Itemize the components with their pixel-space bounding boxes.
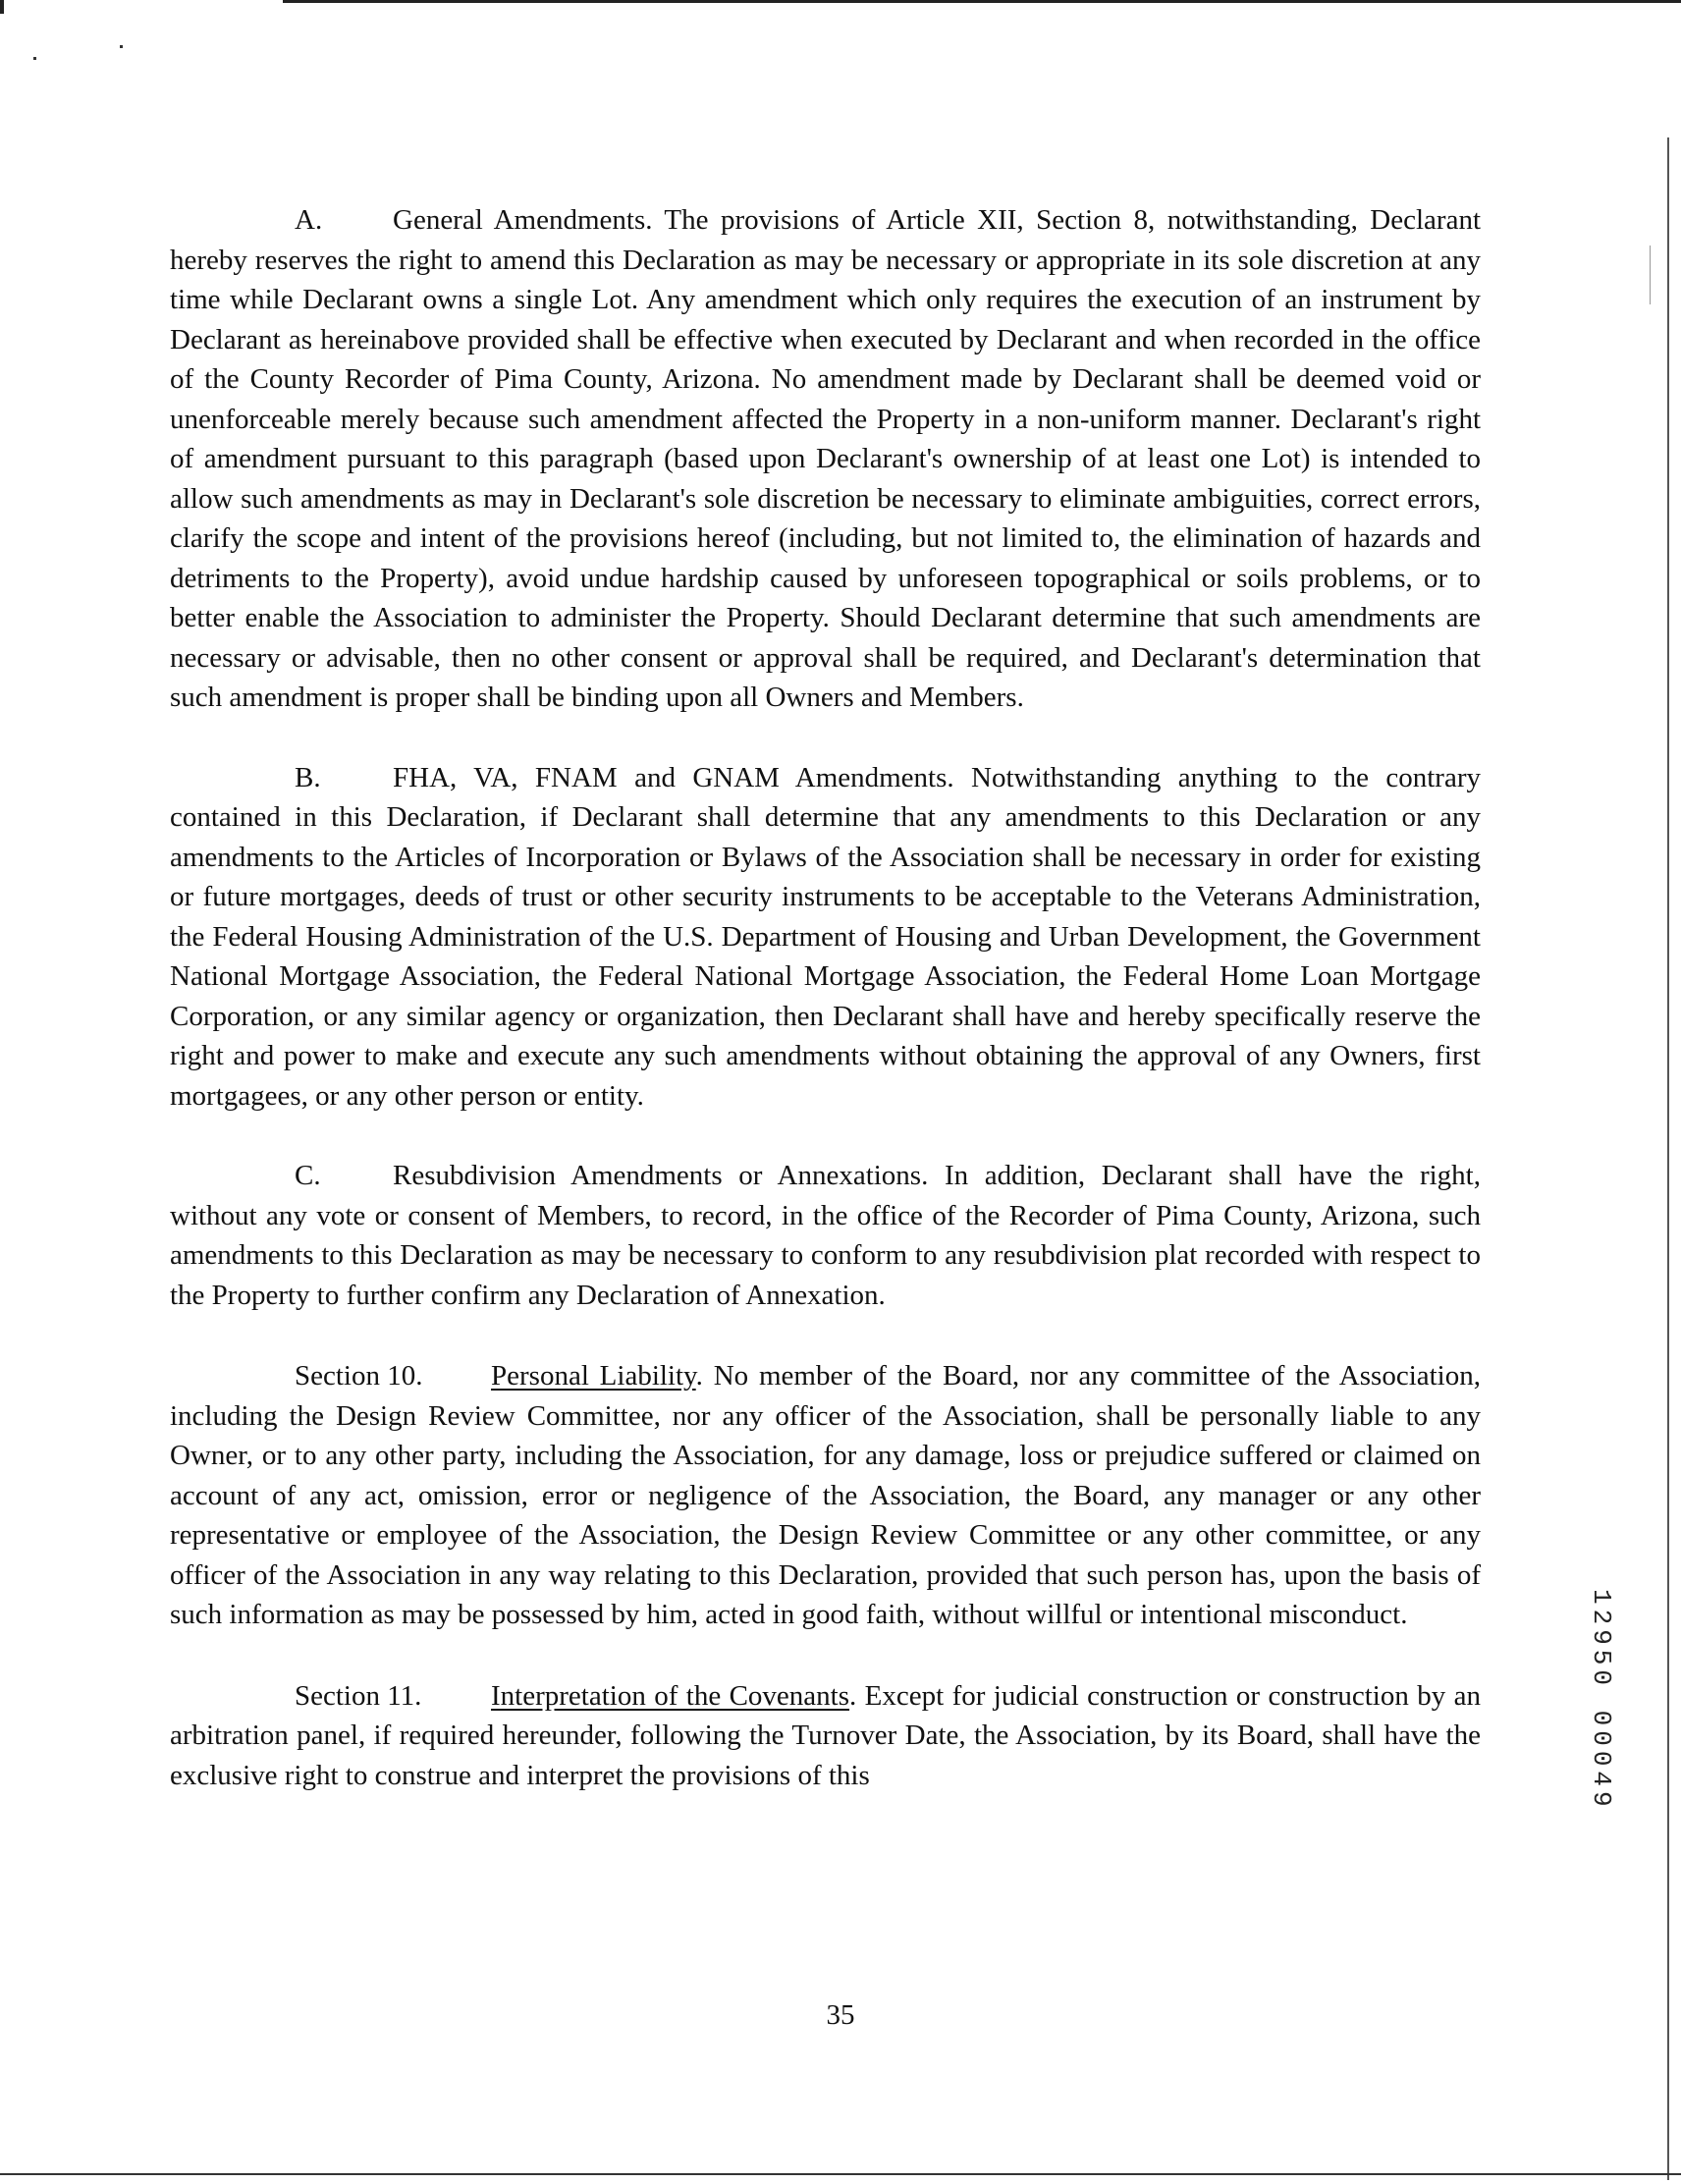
paragraph-b [170, 758, 1481, 1117]
section-11 [170, 1676, 1481, 1796]
paragraph-text: General Amendments. The provisions of Article XII, Section 8, notwithstanding, Declarant hereby reserves the right to amend this Declaration as may be necessary or appropriate in its sole discretion at any time while Declarant owns a single Lot. Any amendment which only requires the execution of an instrument by Declarant as hereinabove provided shall be effective when executed by Declarant and when recorded in the office of the County Recorder of Pima County, Arizona. No amendment made by Declarant shall be deemed void or unenforceable merely because such amendment affected the Property in a non-uniform manner. Declarant's right of amendment pursuant to this paragraph (based upon Declarant's ownership of at least one Lot) is intended to allow such amendments as may in Declarant's sole discretion be necessary to eliminate ambiguities, correct errors, clarify the scope and intent of the provisions hereof (including, but not limited to, the elimination of hazards and detriments to the Property), avoid undue hardship caused by unforeseen topographical or soils problems, or to better enable the Association to administer the Property. Should Declarant determine that such amendments are necessary or advisable, then no other consent or approval shall be required, and Declarant's determination that such amendment is proper shall be binding upon all Owners and Members. [170, 204, 1481, 713]
document-body [170, 200, 1481, 1795]
section-label: Section 11. [295, 1679, 422, 1712]
section-label: Section 10. [295, 1360, 423, 1392]
paragraph-text: Resubdivision Amendments or Annexations. In addition, Declarant shall have the right, without any vote or consent of Members, to record, in the office of the Recorder of Pima County, Arizona, such amendments to this Declaration as may be necessary to conform to any resubdivision plat recorded with respect to the Property to further confirm any Declaration of Annexation. [170, 1160, 1481, 1311]
scan-speck [33, 57, 36, 60]
section-10 [170, 1356, 1481, 1635]
section-text: . No member of the Board, nor any committee of the Association, including the Design Review Committee, nor any officer of the Association, shall be personally liable to any Owner, or to any other party, including the Association, for any damage, loss or prejudice suffered or claimed on account of any act, omission, error or negligence of the Association, the Board, any manager or any other representative or employee of the Association, the Design Review Committee or any other committee, or any officer of the Association in any way relating to this Declaration, provided that such person has, upon the basis of such information as may be possessed by him, acted in good faith, without willful or intentional misconduct. [170, 1360, 1481, 1630]
scan-mark [0, 0, 4, 14]
scan-border-top [283, 0, 1681, 3]
page-number: 35 [826, 1999, 855, 2031]
paragraph-c [170, 1156, 1481, 1315]
paragraph-label: A. [295, 204, 323, 236]
scan-border-right-faint [1650, 246, 1651, 304]
scan-border-bottom [0, 2173, 1681, 2175]
paragraph-label: C. [295, 1160, 321, 1191]
section-text: . Except for judicial construction or construction by an arbitration panel, if required hereunder, following the Turnover Date, the Association, by its Board, shall have the exclusive right to construe and interpret the provisions of this [170, 1679, 1481, 1791]
section-heading: Personal Liability [491, 1360, 696, 1392]
scan-speck [120, 45, 123, 48]
scan-border-right [1667, 137, 1669, 2180]
document-stamp: 12950 00049 [1587, 1589, 1616, 1812]
paragraph-a [170, 200, 1481, 718]
paragraph-label: B. [295, 761, 321, 793]
section-heading: Interpretation of the Covenants [491, 1679, 850, 1712]
paragraph-text: FHA, VA, FNAM and GNAM Amendments. Notwithstanding anything to the contrary contained in this Declaration, if Declarant shall determine that any amendments to this Declaration or any amendments to the Articles of Incorporation or Bylaws of the Association shall be necessary in order for existing or future mortgages, deeds of trust or other security instruments to be acceptable to the Veterans Administration, the Federal Housing Administration of the U.S. Department of Housing and Urban Development, the Government National Mortgage Association, the Federal National Mortgage Association, the Federal Home Loan Mortgage Corporation, or any similar agency or organization, then Declarant shall have and hereby specifically reserve the right and power to make and execute any such amendments without obtaining the approval of any Owners, first mortgagees, or any other person or entity. [170, 761, 1481, 1112]
